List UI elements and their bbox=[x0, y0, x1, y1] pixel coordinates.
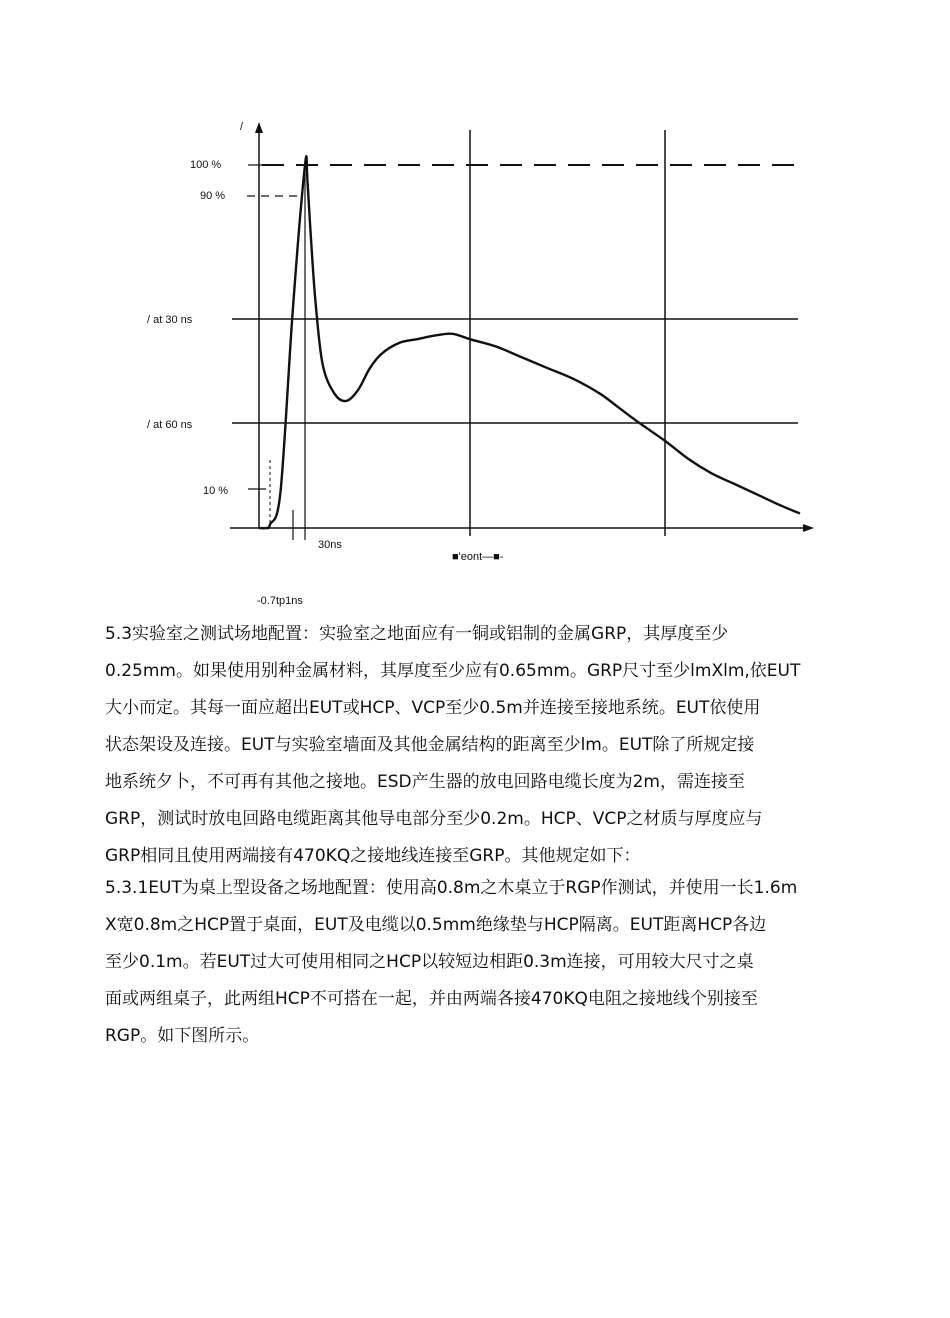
y-axis-label: / bbox=[240, 121, 244, 133]
x-axis-caption: ■'eont—■- bbox=[452, 551, 504, 563]
rise-time-label: -0.7tp1ns bbox=[257, 595, 303, 607]
tick-label-90: 90 % bbox=[200, 190, 226, 202]
x-axis-arrow bbox=[803, 524, 814, 532]
tick-label-10: 10 % bbox=[203, 485, 229, 497]
esd-current-waveform-figure bbox=[0, 0, 950, 620]
x-tick-label-30ns: 30ns bbox=[318, 539, 342, 551]
y-axis-arrow bbox=[255, 122, 263, 133]
section-5-3-paragraph: 5.3实验室之测试场地配置：实验室之地面应有一铜或铝制的金属GRP，其厚度至少 0.25mm。如果使用别种金属材料，其厚度至少应有0.65mm。GRP尺寸至少lmXlm,依EUT 大小而定。其每一面应超出EUT或HCP、VCP至少0.5m并连接至接地系统。EUT依使用 状态架设及连接。EUT与实验室墙面及其他金属结构的距离至少lm。EUT除了所规定接 地系统夕卜，不可再有其他之接地。ESD产生器的放电回路电缆长度为2m，需连接至 GRP，测试时放电回路电缆距离其他导电部分至少0.2m。HCP、VCP之材质与厚度应与 GRP相同且使用两端接有470KQ之接地线连接至GRP。其他规定如下： bbox=[105, 624, 801, 866]
tick-label-at60: / at 60 ns bbox=[147, 419, 193, 431]
tick-label-at30: / at 30 ns bbox=[147, 314, 193, 326]
current-waveform-curve bbox=[259, 156, 800, 528]
tick-label-100: 100 % bbox=[190, 159, 222, 171]
section-5-3-1-paragraph: 5.3.1EUT为桌上型设备之场地配置：使用高0.8m之木桌立于RGP作测试，并使用一长1.6m X宽0.8m之HCP置于桌面，EUT及电缆以0.5mm绝缘垫与HCP隔离。EUT距离HCP各边 至少0.1m。若EUT过大可使用相同之HCP以较短边相距0.3m连接，可用较大尺寸之桌 面或两组桌子，此两组HCP不可搭在一起，并由两端各接470KQ电阻之接地线个别接至 RGP。如下图所示。 bbox=[105, 878, 798, 1046]
